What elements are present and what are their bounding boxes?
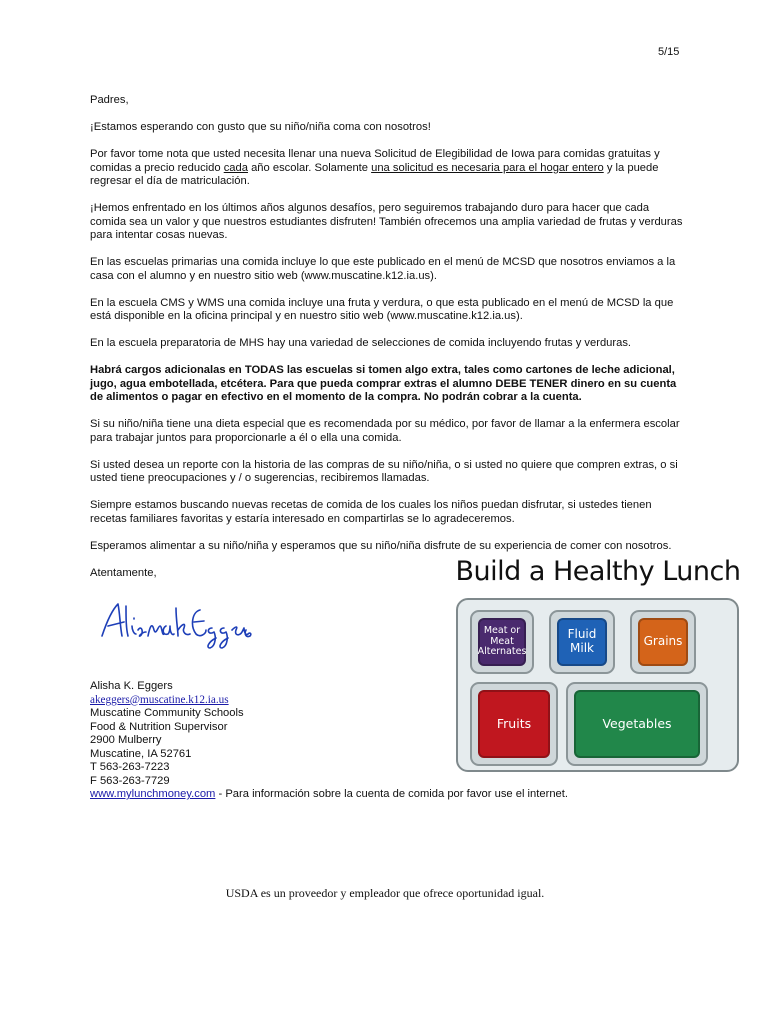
build-healthy-lunch-graphic (455, 556, 741, 776)
tray-compartment-grains (630, 610, 696, 674)
tray-compartment-fruits (470, 682, 558, 766)
paragraph-10: Siempre estamos buscando nuevas recetas de comida de los cuales los niños puedan disfrutar, si ustedes tienen recetas familiares favoritas y estaría interesado en compartirlas se lo agradeceremos. (90, 499, 652, 525)
emphasis-cada: cada (223, 161, 248, 174)
handwritten-signature (96, 596, 256, 652)
milk-label-line-2: Milk (570, 641, 594, 655)
meat-alternates-block (478, 618, 526, 666)
page-number: 5/15 (658, 46, 680, 58)
job-title: Food & Nutrition Supervisor (90, 720, 228, 733)
tray-compartment-vegetables (566, 682, 708, 766)
usda-footer: USDA es un proveedor y empleador que ofrece oportunidad igual. (225, 886, 545, 900)
organization: Muscatine Community Schools (90, 707, 244, 719)
graphic-title: Build a Healthy Lunch (455, 556, 741, 587)
paragraph-2 (90, 148, 686, 189)
vegetables-block: Vegetables (574, 690, 700, 758)
tray-compartment-milk (549, 610, 615, 674)
greeting: Padres, (90, 94, 129, 106)
fax-number: F 563-263-7729 (90, 774, 170, 787)
website-link[interactable]: www.mylunchmoney.com (90, 788, 216, 800)
closing: Atentamente, (90, 566, 157, 579)
fruits-block: Fruits (478, 690, 550, 758)
tray-compartment-meat (470, 610, 534, 674)
signer-name: Alisha K. Eggers (90, 680, 173, 692)
email-link[interactable]: akeggers@muscatine.k12.ia.us (90, 693, 229, 706)
paragraph-2-text-c: año escolar. Solamente (247, 161, 372, 174)
paragraph-6: En la escuela preparatoria de MHS hay una variedad de selecciones de comida incluyendo frutas y verduras. (90, 337, 632, 349)
meat-label-line-1: Meat or (483, 624, 521, 636)
paragraph-8: Si su niño/niña tiene una dieta especial que es recomendada por su médico, por favor de llamar a la enfermera escolar para trabajar juntos para proporcionarle a él o ella una comida. (90, 418, 680, 444)
street-address: 2900 Mulberry (90, 734, 162, 746)
paragraph-9: Si usted desea un reporte con la historia de las compras de su niño/niña, o si usted no quiere que compren extras, o si usted tiene preocupaciones y / o sugerencias, recibiremos llamadas. (90, 458, 678, 484)
paragraph-5: En la escuela CMS y WMS una comida incluye una fruta y verdura, o que esta publicado en el menú de MCSD la que está disponible en la oficina principal y en nuestro sitio web (www.muscatine.k12.ia.us). (90, 296, 674, 322)
meat-label-line-3: Alternates (477, 646, 527, 658)
signature-block (90, 680, 244, 788)
city-state-zip: Muscatine, IA 52761 (90, 747, 192, 760)
meat-label-line-2: Meat (490, 635, 514, 647)
emphasis-one-application: una solicitud es necesaria para el hogar entero (371, 161, 604, 174)
website-line (90, 788, 568, 800)
milk-label-line-1: Fluid (567, 627, 597, 642)
paragraph-2-text-e: y la puede regresar el día de matriculación. (90, 161, 659, 187)
phone-number: T 563-263-7223 (90, 761, 170, 773)
paragraph-4: En las escuelas primarias una comida incluye lo que este publicado en el menú de MCSD que nosotros enviamos a la casa con el alumno y en nuestro sitio web (www.muscatine.k12.ia.us). (90, 256, 676, 282)
paragraph-1: ¡Estamos esperando con gusto que su niño/niña coma con nosotros! (90, 121, 431, 133)
paragraph-7-charges-notice: Habrá cargos adicionalas en TODAS las escuelas si tomen algo extra, tales como cartones de leche adicional, jugo, agua embotellada, etcétera. Para que pueda comprar extras el alumno DEBE TENER dinero en su cuenta de alimentos o pagar en efectivo en el momento de la compra. No podrán cobrar a la cuenta. (90, 364, 677, 403)
paragraph-2-text-a: Por favor tome nota que usted necesita llenar una nueva Solicitud de Elegibilidad de Iowa para comidas gratuitas y comidas a precio reducido (90, 148, 660, 174)
letter-body (90, 94, 686, 594)
grains-block: Grains (638, 618, 688, 666)
fluid-milk-block (557, 618, 607, 666)
website-note: - Para información sobre la cuenta de comida por favor use el internet. (215, 788, 568, 800)
paragraph-11: Esperamos alimentar a su niño/niña y esperamos que su niño/niña disfrute de su experiencia de comer con nosotros. (90, 539, 672, 552)
paragraph-3: ¡Hemos enfrentado en los últimos años algunos desafíos, pero seguiremos trabajando duro para hacer que cada comida sea un valor y que nuestros estudiantes disfruten! También ofrecemos una amplia variedad de frutas y verduras para intentar cosas nuevas. (90, 202, 683, 241)
lunch-tray (456, 598, 739, 772)
